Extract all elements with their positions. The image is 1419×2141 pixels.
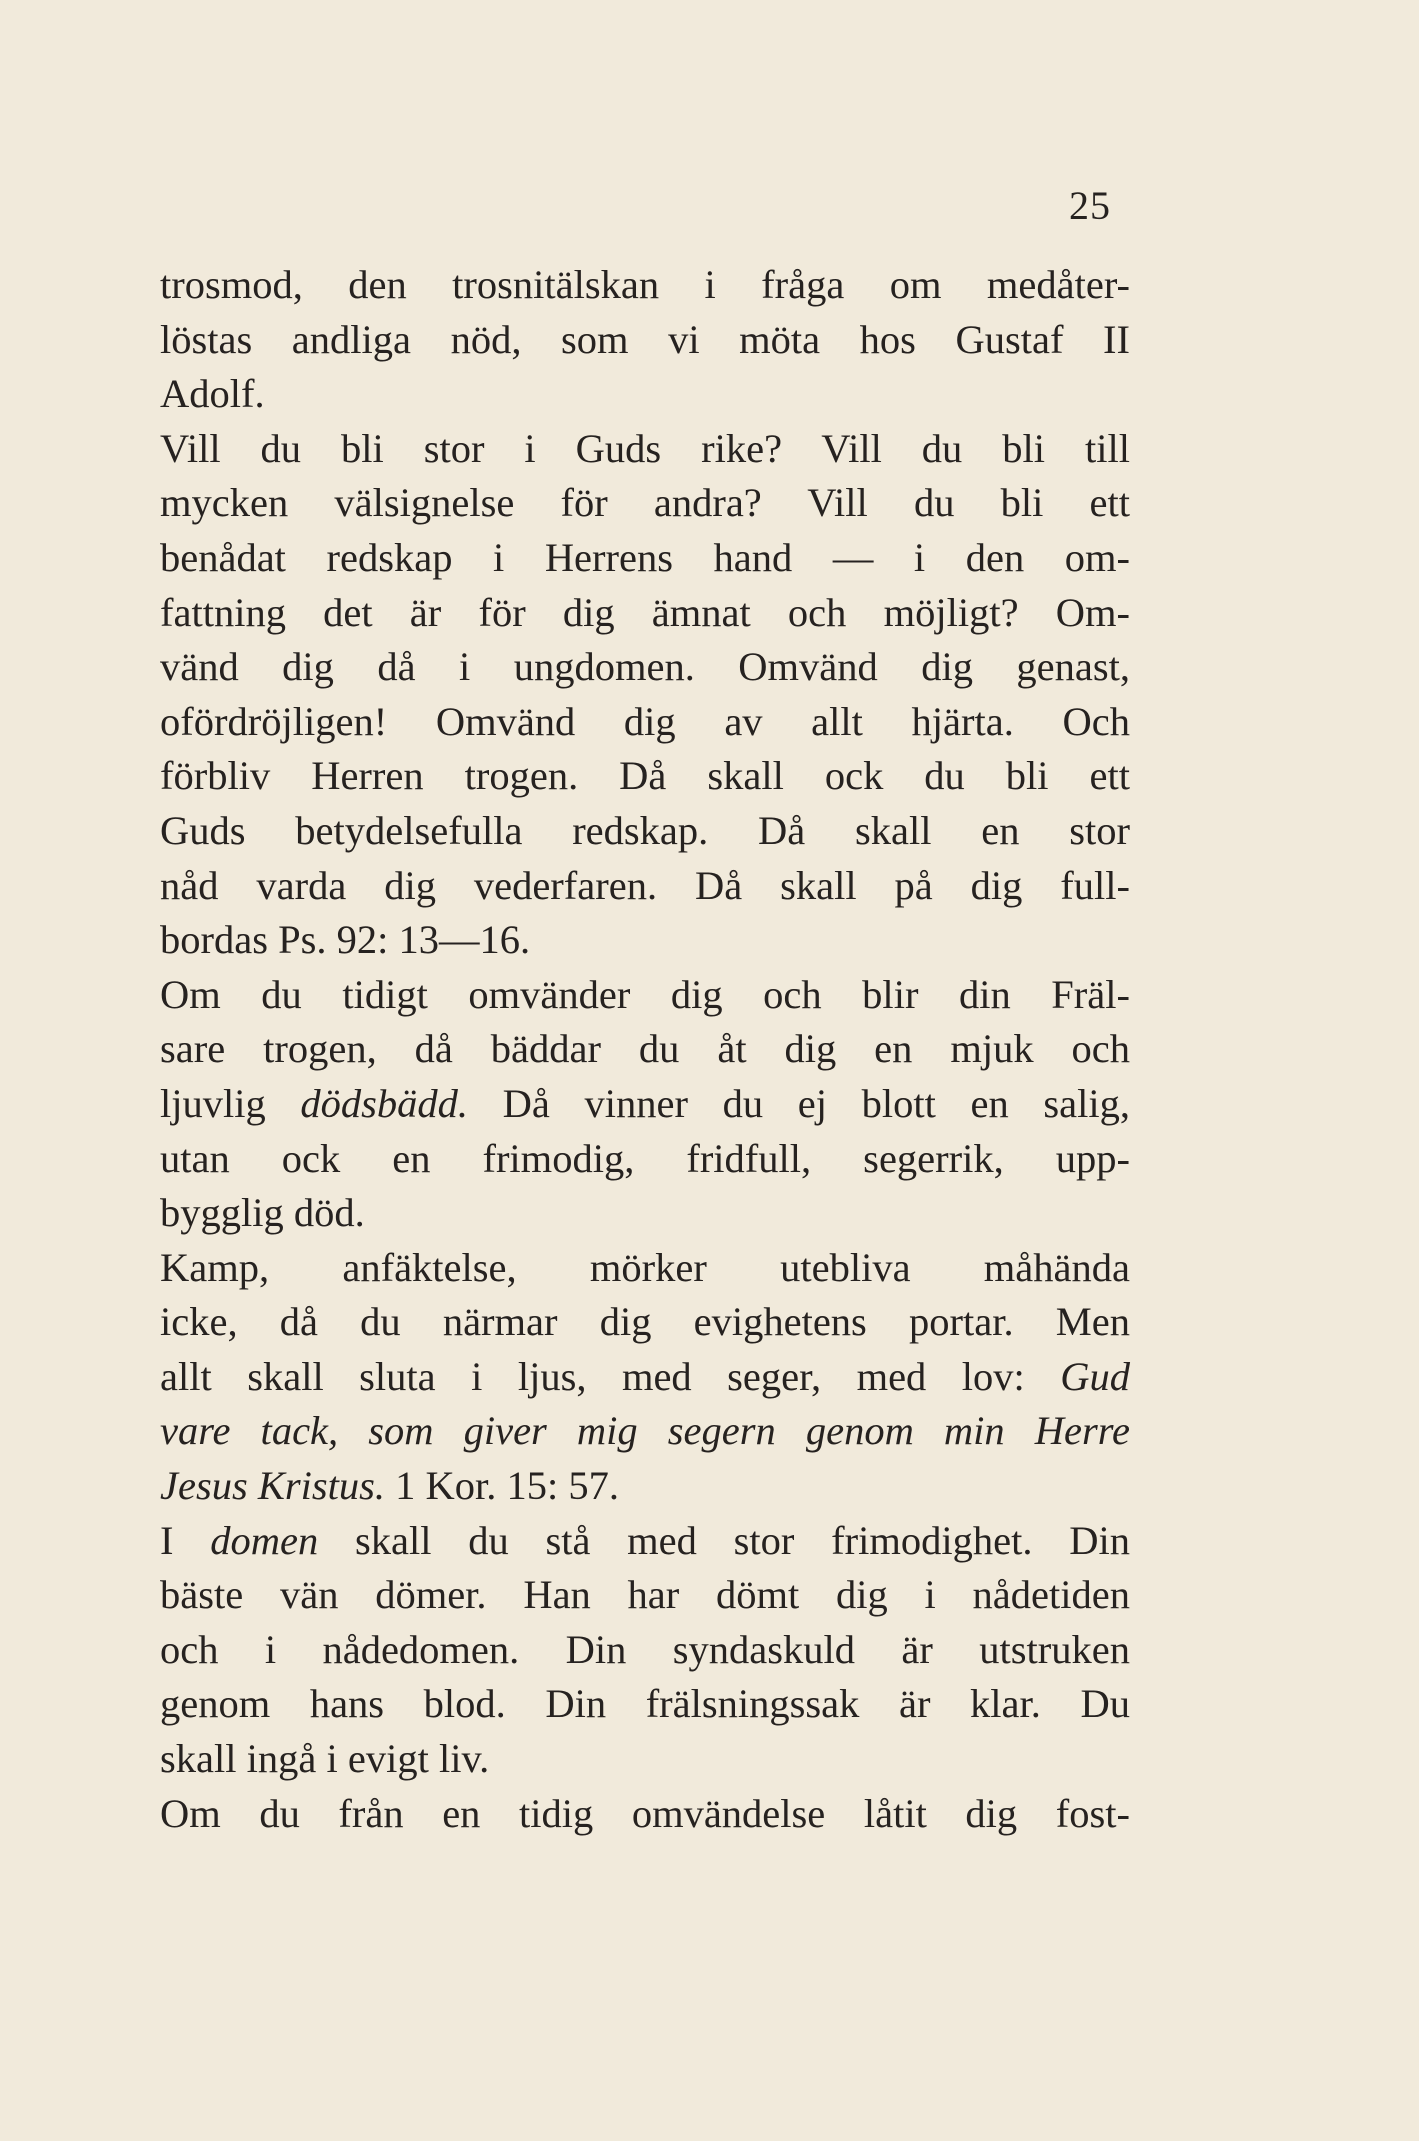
- emphasis-scripture: Jesus Kristus.: [160, 1463, 386, 1509]
- text-line-mixed: [160, 1514, 1130, 1569]
- paragraph-4: [160, 1241, 1130, 1514]
- bible-reference: 1 Kor. 15: 57.: [385, 1463, 620, 1509]
- text-line-mixed: [160, 1350, 1130, 1405]
- text-line: Om du från en tidig omvändelse låtit dig fost-: [160, 1790, 1130, 1836]
- text-line: ofördröjligen! Omvänd dig av allt hjärta. Och: [160, 698, 1130, 744]
- text-run: ljuvlig: [160, 1080, 301, 1126]
- text-line: fattning det är för dig ämnat och möjligt? Om-: [160, 589, 1130, 635]
- text-line: bordas Ps. 92: 13—16.: [160, 917, 531, 963]
- page-number: 25: [1069, 183, 1111, 228]
- text-run: Då vinner du ej blott en salig,: [468, 1080, 1131, 1126]
- text-line-italic: [160, 1404, 1130, 1459]
- text-line: nåd varda dig vederfaren. Då skall på dig full-: [160, 862, 1130, 908]
- text-line: Vill du bli stor i Guds rike? Vill du bli till: [160, 425, 1130, 471]
- emphasis-scripture: Gud: [1060, 1353, 1130, 1399]
- paragraph-3: [160, 968, 1130, 1241]
- text-line: trosmod, den trosnitälskan i fråga om medåter-: [160, 262, 1130, 307]
- text-line-mixed: [160, 1459, 1130, 1514]
- text-line: mycken välsignelse för andra? Vill du bli ett: [160, 480, 1130, 526]
- text-line: Om du tidigt omvänder dig och blir din Fräl-: [160, 971, 1130, 1017]
- text-line: Adolf.: [160, 371, 265, 417]
- text-line: Guds betydelsefulla redskap. Då skall en stor: [160, 807, 1130, 853]
- text-line: förbliv Herren trogen. Då skall ock du bli ett: [160, 753, 1130, 799]
- emphasis-scripture: vare tack, som giver mig segern genom min Herre: [160, 1408, 1130, 1454]
- text-line: benådat redskap i Herrens hand — i den om-: [160, 534, 1130, 580]
- paragraph-1: [160, 258, 1130, 422]
- text-run: skall du stå med stor frimodighet. Din: [318, 1517, 1130, 1563]
- body-text: [160, 258, 1130, 1841]
- text-line: vänd dig då i ungdomen. Omvänd dig genast,: [160, 644, 1130, 690]
- text-line: sare trogen, då bäddar du åt dig en mjuk och: [160, 1026, 1130, 1072]
- text-line: skall ingå i evigt liv.: [160, 1736, 490, 1782]
- text-line: Kamp, anfäktelse, mörker utebliva måhända: [160, 1244, 1130, 1290]
- text-line: icke, då du närmar dig evighetens portar. Men: [160, 1299, 1130, 1345]
- text-line: genom hans blod. Din frälsningssak är klar. Du: [160, 1681, 1130, 1727]
- text-line: bäste vän dömer. Han har dömt dig i nådetiden: [160, 1572, 1130, 1618]
- text-line: löstas andliga nöd, som vi möta hos Gustaf II: [160, 316, 1130, 362]
- paragraph-6: [160, 1787, 1130, 1842]
- text-run: allt skall sluta i ljus, med seger, med lov:: [160, 1353, 1061, 1399]
- text-line: och i nådedomen. Din syndaskuld är utstruken: [160, 1626, 1130, 1672]
- text-line: bygglig död.: [160, 1190, 365, 1236]
- emphasis-dodsbadd: dödsbädd.: [300, 1080, 469, 1126]
- text-run: I: [160, 1517, 211, 1563]
- text-line: utan ock en frimodig, fridfull, segerrik, upp-: [160, 1135, 1130, 1181]
- paragraph-5: [160, 1514, 1130, 1787]
- paragraph-2: [160, 422, 1130, 968]
- text-line-mixed: [160, 1077, 1130, 1132]
- emphasis-domen: domen: [210, 1517, 319, 1563]
